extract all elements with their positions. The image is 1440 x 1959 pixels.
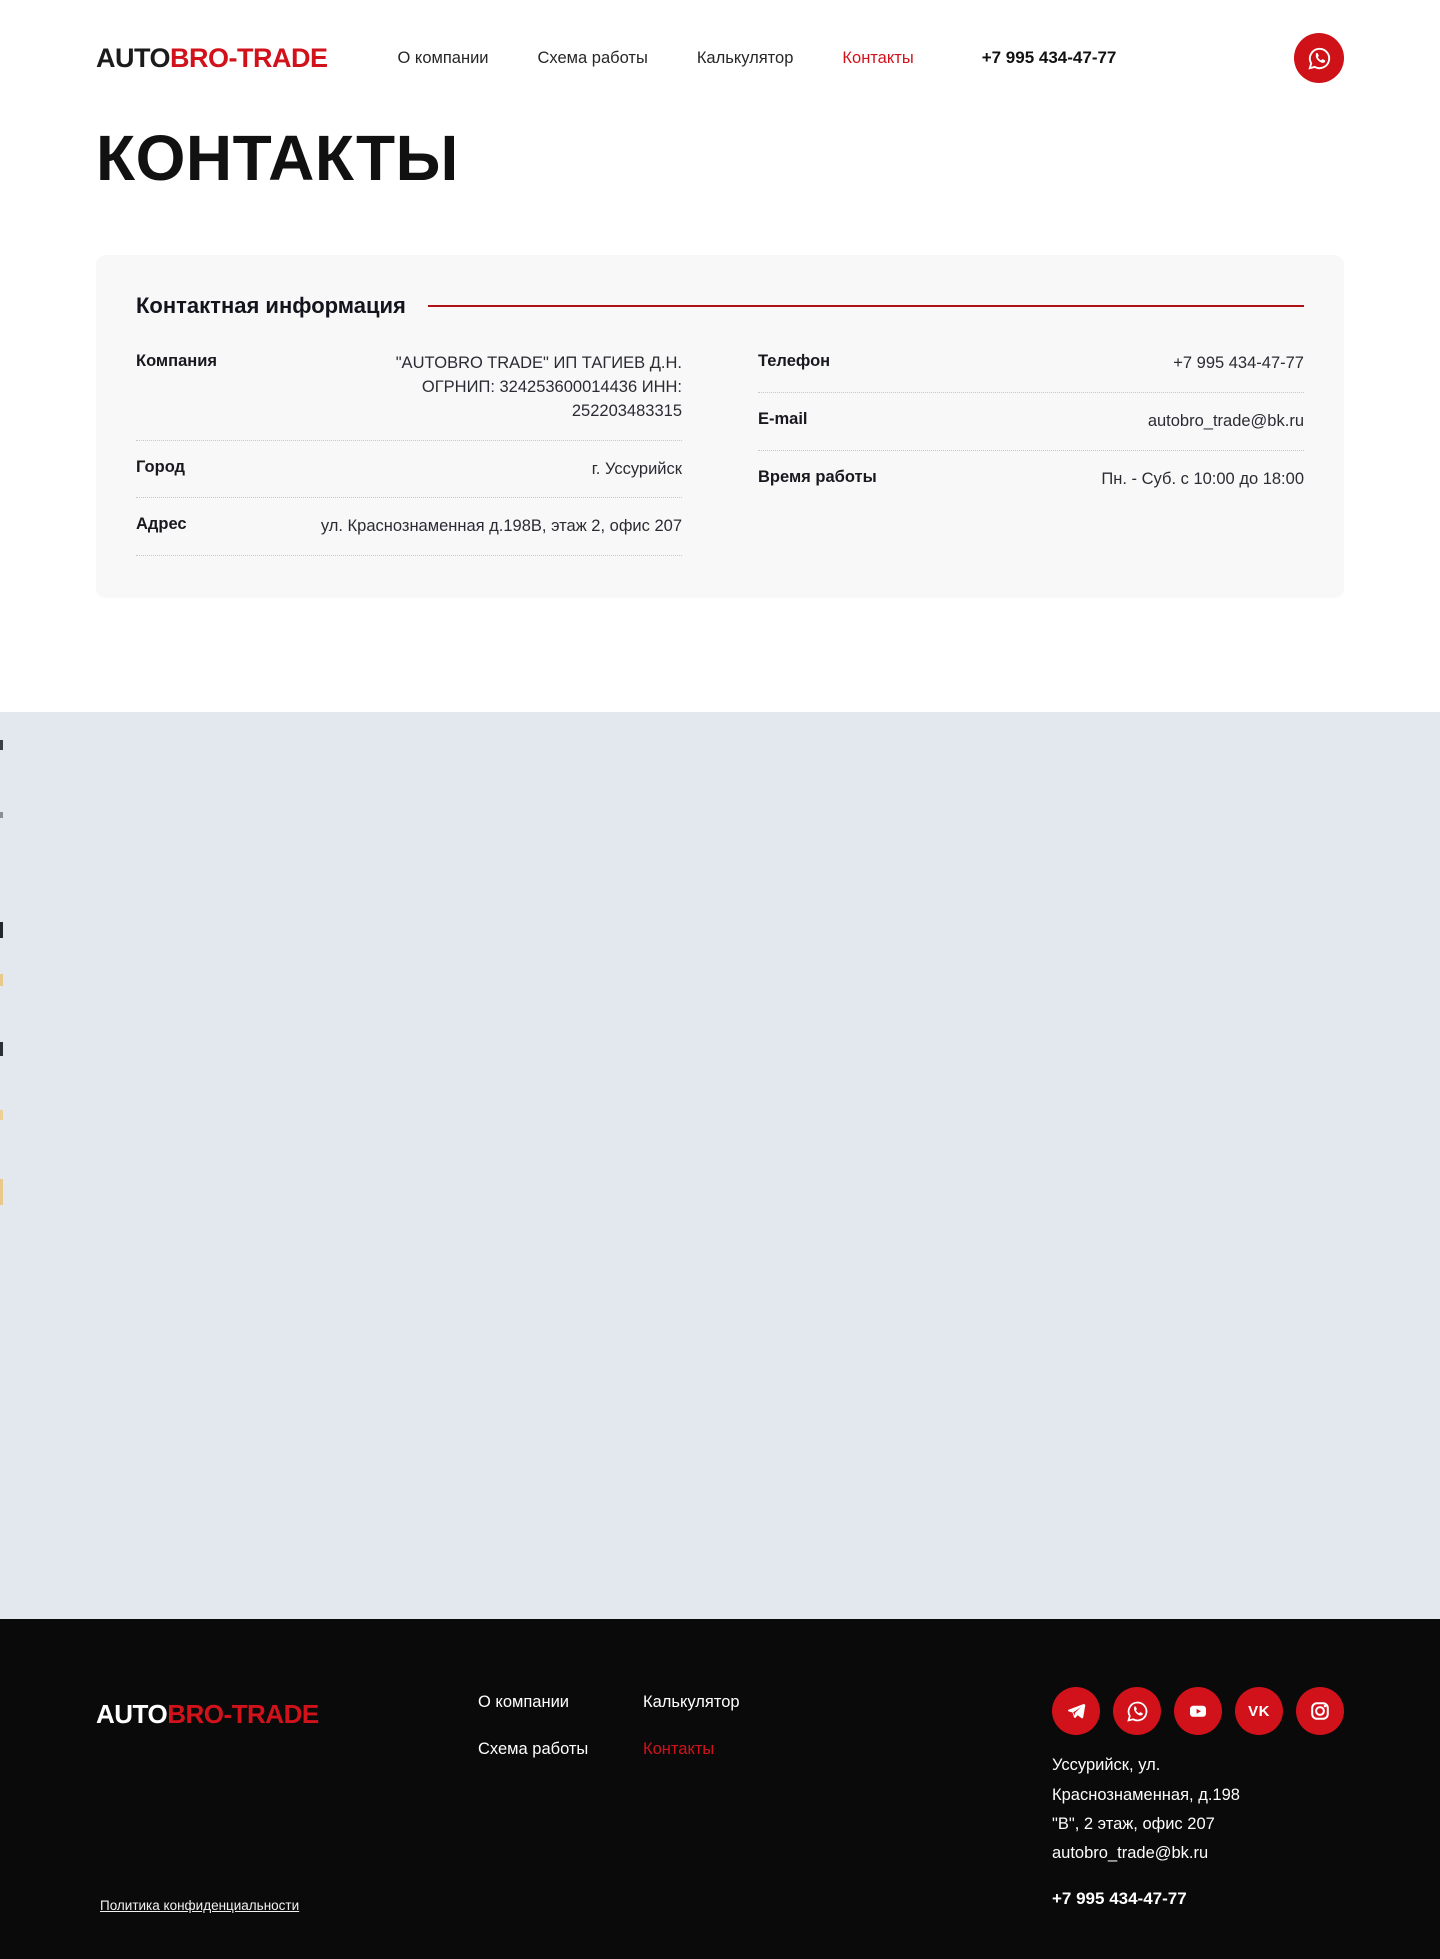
youtube-icon[interactable] xyxy=(1174,1687,1222,1735)
nav-item-about[interactable]: О компании xyxy=(397,48,489,67)
footer-nav xyxy=(478,1693,818,1759)
whatsapp-icon xyxy=(1306,45,1333,72)
address-line-email[interactable]: autobro_trade@bk.ru xyxy=(1052,1844,1209,1863)
map-tile-artifact xyxy=(0,974,3,986)
info-row-address xyxy=(136,498,682,556)
map-tile-artifact xyxy=(0,1042,3,1056)
privacy-policy-link[interactable]: Политика конфиденциальности xyxy=(100,1898,300,1914)
main-content xyxy=(0,120,1440,1619)
info-row-phone xyxy=(758,335,1304,393)
main-nav xyxy=(398,49,914,68)
vk-icon[interactable] xyxy=(1235,1687,1283,1735)
info-value: autobro_trade@bk.ru xyxy=(1147,411,1304,430)
nav-item-contacts[interactable]: Контакты xyxy=(842,48,914,67)
footer-logo-text-red: BRO-TRADE xyxy=(167,1699,319,1730)
header-phone-link[interactable]: +7 995 434-47-77 xyxy=(981,48,1117,67)
footer-logo-text-black: AUTO xyxy=(96,1699,168,1730)
info-value: Пн. - Суб. с 10:00 до 18:00 xyxy=(1101,469,1304,488)
vk-icon-text: VK xyxy=(1248,1702,1270,1720)
card-title-rule xyxy=(428,305,1304,307)
footer-logo[interactable] xyxy=(96,1699,478,1730)
instagram-icon[interactable] xyxy=(1296,1687,1344,1735)
address-line: Краснознаменная, д.198 xyxy=(1052,1785,1240,1804)
footer-nav-contacts[interactable]: Контакты xyxy=(643,1740,715,1759)
info-value: +7 995 434-47-77 xyxy=(1173,353,1304,372)
logo-text-red: BRO-TRADE xyxy=(170,42,328,73)
page-title: КОНТАКТЫ xyxy=(96,122,459,194)
address-line: "В", 2 этаж, офис 207 xyxy=(1052,1815,1215,1834)
info-label: Адрес xyxy=(136,515,187,534)
map-tile-artifact xyxy=(0,1110,3,1120)
info-label: Город xyxy=(136,457,186,476)
info-value: г. Уссурийск xyxy=(591,459,682,478)
card-column-left xyxy=(136,335,682,557)
info-label: Время работы xyxy=(758,467,877,486)
social-links xyxy=(1052,1687,1344,1735)
info-row-company xyxy=(136,335,682,441)
nav-item-calculator[interactable]: Калькулятор xyxy=(696,48,794,67)
map-placeholder[interactable] xyxy=(0,712,1440,1619)
footer-nav-about[interactable]: О компании xyxy=(478,1693,569,1712)
footer-right-block xyxy=(1052,1687,1344,1908)
site-footer xyxy=(0,1619,1440,1959)
whatsapp-button[interactable] xyxy=(1294,33,1344,83)
map-tile-artifact xyxy=(0,1179,3,1205)
whatsapp-icon[interactable] xyxy=(1113,1687,1161,1735)
map-tile-artifact xyxy=(0,812,3,818)
address-line: Уссурийск, ул. xyxy=(1052,1756,1161,1775)
telegram-icon[interactable] xyxy=(1052,1687,1100,1735)
footer-nav-scheme[interactable]: Схема работы xyxy=(478,1740,589,1759)
footer-nav-calculator[interactable]: Калькулятор xyxy=(643,1693,740,1712)
logo-text-black: AUTO xyxy=(96,42,171,73)
info-row-city xyxy=(136,441,682,499)
map-tile-artifact xyxy=(0,922,3,938)
contact-info-card xyxy=(96,255,1344,599)
info-label: Телефон xyxy=(758,351,831,370)
footer-address xyxy=(1052,1751,1344,1868)
card-title: Контактная информация xyxy=(136,292,406,318)
nav-item-scheme[interactable]: Схема работы xyxy=(537,48,648,67)
info-row-hours xyxy=(758,451,1304,508)
site-header xyxy=(0,0,1440,106)
logo[interactable] xyxy=(96,43,328,74)
info-label: E-mail xyxy=(758,409,808,428)
map-tile-artifact xyxy=(0,740,3,750)
card-column-right xyxy=(758,335,1304,557)
info-value: "AUTOBRO TRADE" ИП ТАГИЕВ Д.Н. ОГРНИП: 324253600014436 ИНН: 252203483315 xyxy=(395,353,682,420)
info-value: ул. Краснознаменная д.198В, этаж 2, офис 207 xyxy=(320,517,682,536)
info-row-email xyxy=(758,393,1304,451)
footer-phone-link[interactable]: +7 995 434-47-77 xyxy=(1052,1888,1187,1908)
info-label: Компания xyxy=(136,351,218,370)
